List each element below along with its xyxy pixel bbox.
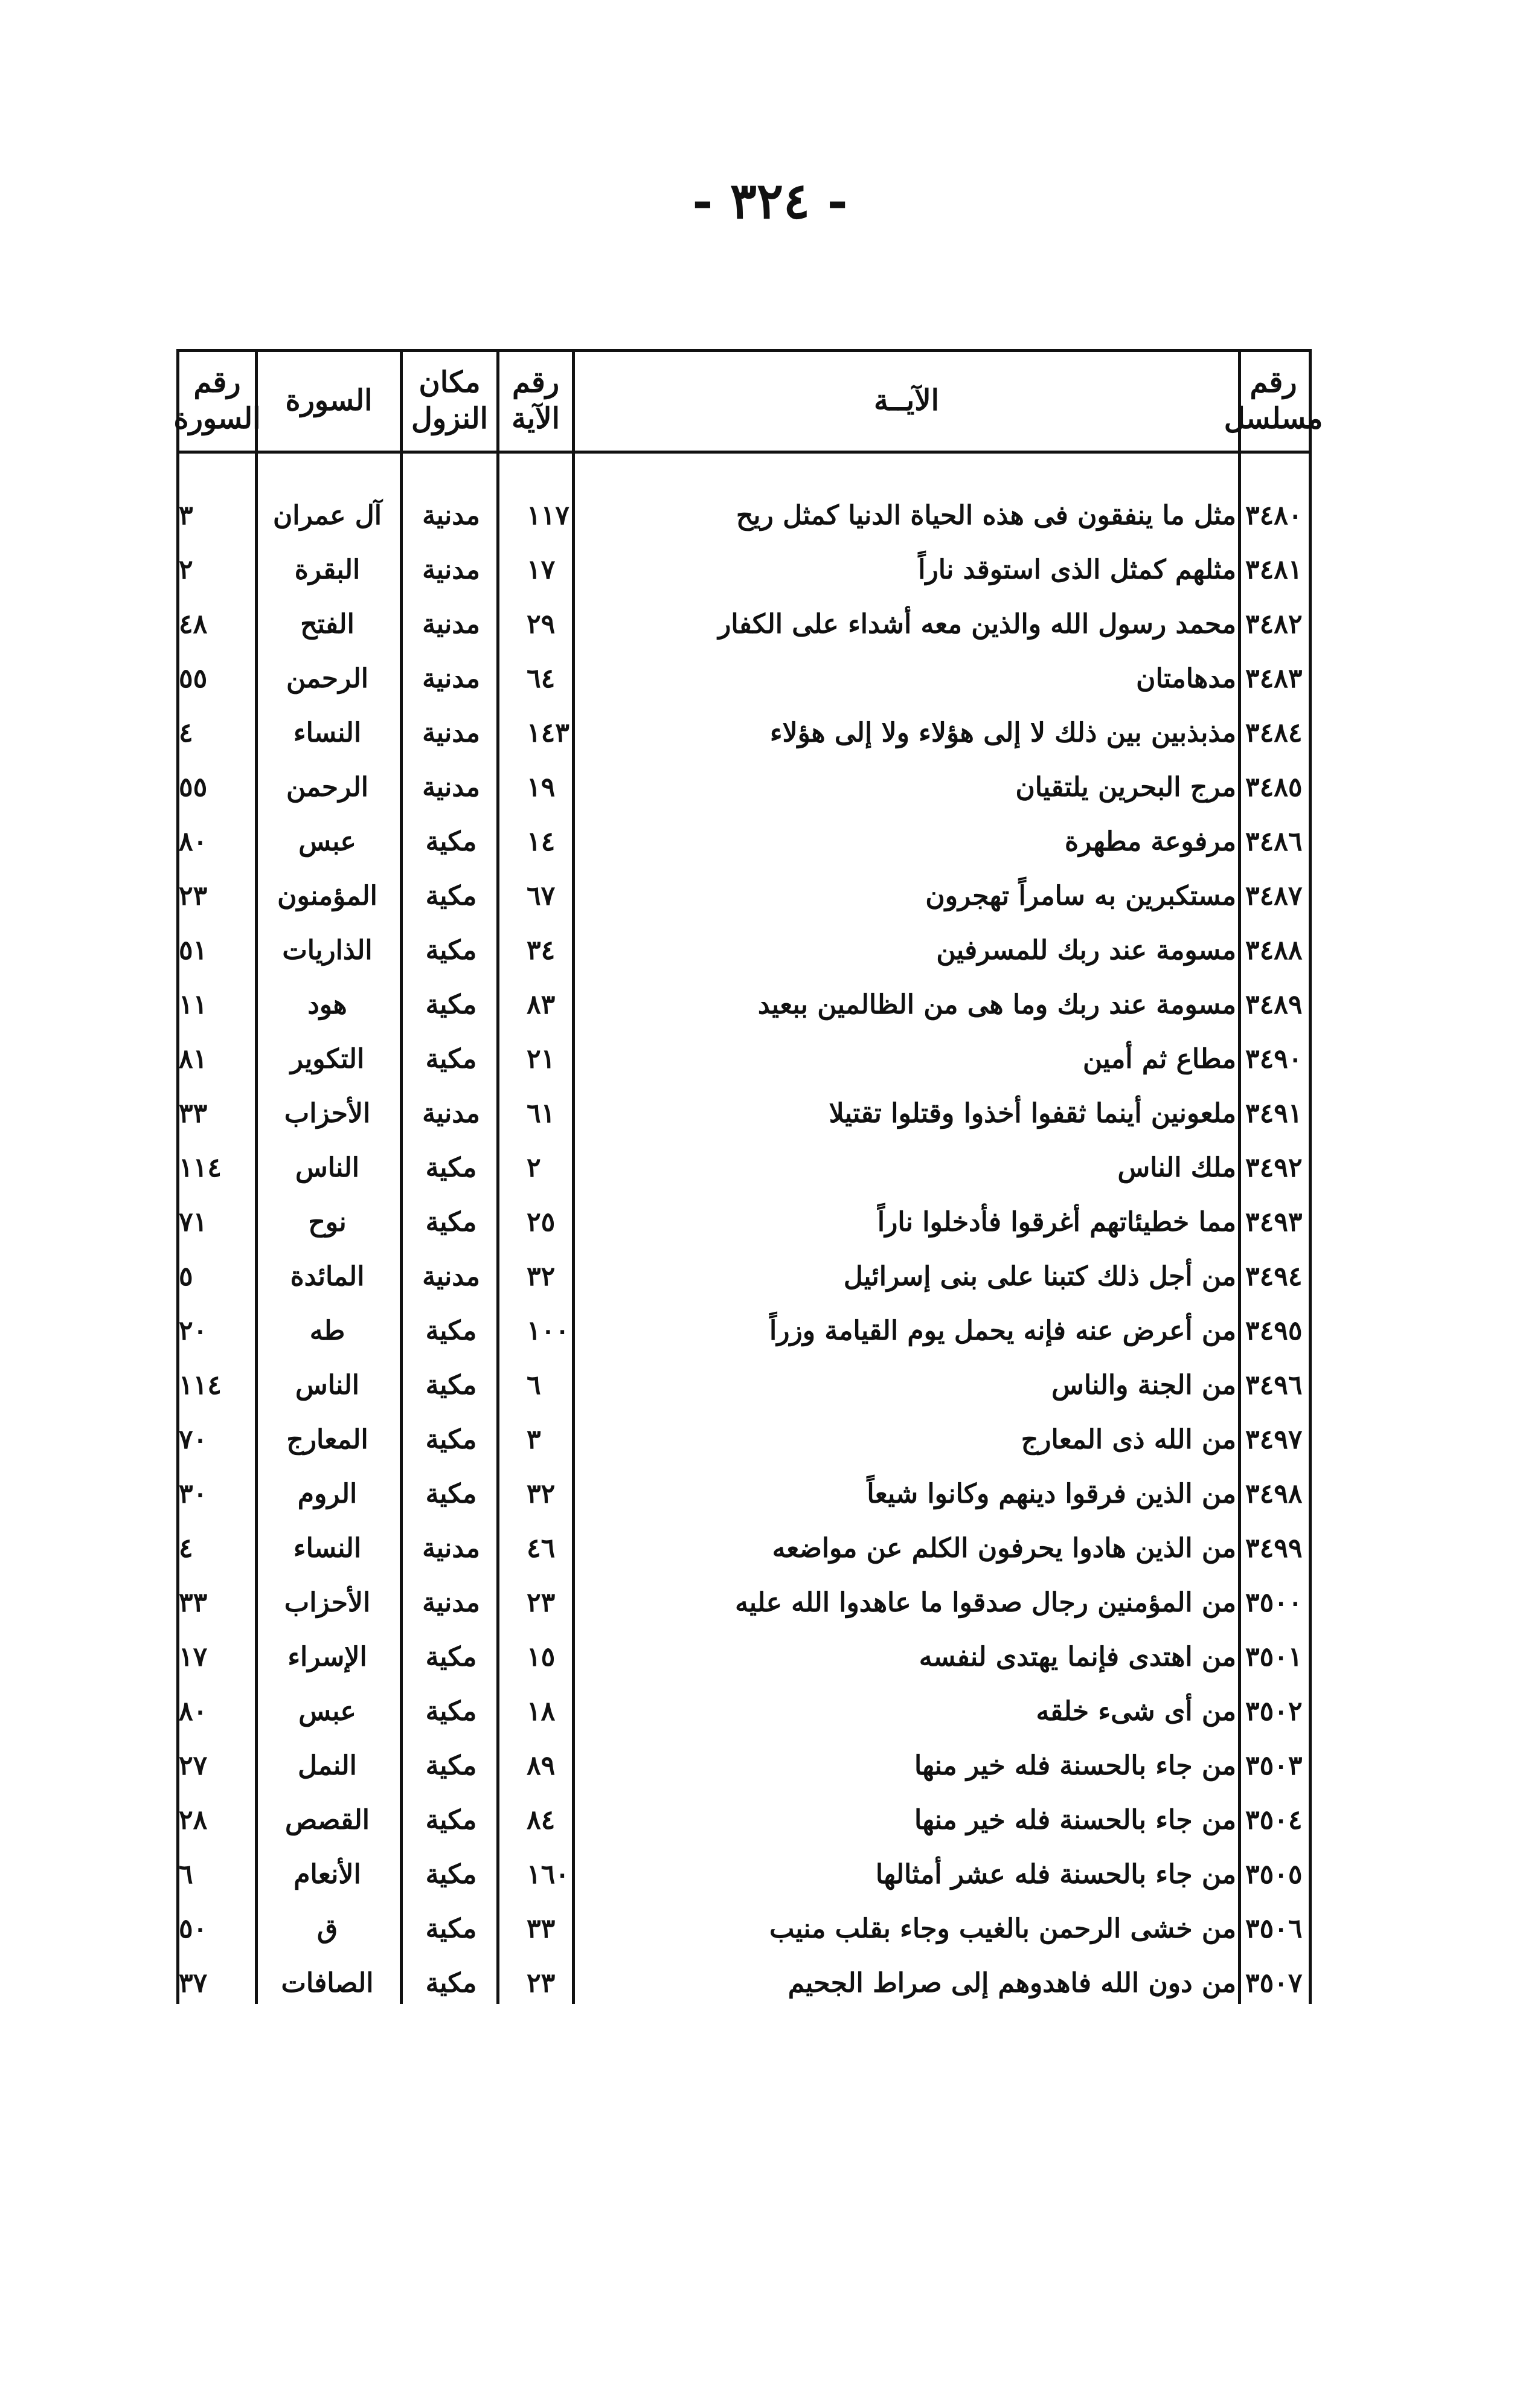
surah-name-cell: الصافات — [281, 1967, 374, 1999]
table-row — [176, 1086, 1312, 1140]
table-row — [176, 542, 1312, 597]
table-row — [176, 1738, 1312, 1793]
revelation-place-cell: مكية — [425, 1913, 477, 1944]
revelation-place-cell: مكية — [425, 1641, 477, 1672]
table-row — [176, 1195, 1312, 1249]
surah-name-cell: الناس — [295, 1152, 360, 1183]
table-row — [176, 597, 1312, 651]
verse-cell: مذبذبين بين ذلك لا إلى هؤلاء ولا إلى هؤلاء — [769, 717, 1236, 748]
revelation-place-cell: مكية — [425, 989, 477, 1020]
verse-cell: ملعونين أينما ثقفوا أخذوا وقتلوا تقتيلا — [829, 1097, 1236, 1129]
verse-cell: من اهتدى فإنما يهتدى لنفسه — [919, 1641, 1236, 1672]
surah-number-cell: ٨٠ — [179, 826, 208, 857]
serial-cell: ٣٤٩٢ — [1245, 1152, 1303, 1183]
verse-cell: من دون الله فاهدوهم إلى صراط الجحيم — [788, 1967, 1236, 1999]
ayah-number-cell: ١٧ — [527, 554, 556, 585]
ayah-number-cell: ٢٩ — [527, 608, 556, 640]
ayah-number-cell: ٢٥ — [527, 1206, 556, 1238]
verse-cell: مرج البحرين يلتقيان — [1015, 771, 1236, 803]
revelation-place-cell: مكية — [425, 1967, 477, 1999]
ayah-number-cell: ١٥ — [527, 1641, 556, 1672]
table-row — [176, 1684, 1312, 1738]
surah-number-cell: ٤ — [179, 717, 193, 748]
surah-name-cell: طه — [309, 1315, 345, 1346]
surah-name-cell: المعارج — [286, 1424, 368, 1455]
serial-cell: ٣٤٩٣ — [1245, 1206, 1303, 1238]
ayah-number-cell: ١٩ — [527, 771, 556, 803]
verse-cell: من المؤمنين رجال صدقوا ما عاهدوا الله عليه — [735, 1587, 1236, 1618]
table-row — [176, 1466, 1312, 1521]
ayah-number-cell: ٢٣ — [527, 1587, 556, 1618]
serial-cell: ٣٤٩٤ — [1245, 1260, 1303, 1292]
revelation-place-cell: مدنية — [422, 663, 480, 694]
surah-number-cell: ٦ — [179, 1858, 193, 1890]
verse-cell: محمد رسول الله والذين معه أشداء على الكفار — [718, 608, 1236, 640]
table-row — [176, 1032, 1312, 1086]
surah-number-cell: ٢٠ — [179, 1315, 208, 1346]
surah-name-cell: ق — [316, 1913, 338, 1944]
ayah-number-cell: ٦٧ — [527, 880, 556, 911]
surah-number-cell: ٢ — [179, 554, 193, 585]
ayah-number-cell: ٣٢ — [527, 1478, 556, 1509]
serial-cell: ٣٤٨٩ — [1245, 989, 1303, 1020]
surah-name-cell: الأنعام — [294, 1858, 361, 1890]
serial-cell: ٣٤٨١ — [1245, 554, 1303, 585]
table-row — [176, 488, 1312, 542]
surah-name-cell: الروم — [297, 1478, 358, 1509]
surah-name-cell: الرحمن — [286, 771, 369, 803]
revelation-place-cell: مكية — [425, 1424, 477, 1455]
serial-cell: ٣٥٠٤ — [1245, 1804, 1303, 1835]
serial-cell: ٣٥٠١ — [1245, 1641, 1303, 1672]
table-row — [176, 1303, 1312, 1358]
verse-cell: من جاء بالحسنة فله خير منها — [914, 1750, 1236, 1781]
verse-cell: من الذين فرقوا دينهم وكانوا شيعاً — [867, 1478, 1236, 1509]
surah-number-cell: ٤٨ — [179, 608, 208, 640]
revelation-place-cell: مكية — [425, 1369, 477, 1401]
revelation-place-cell: مكية — [425, 1750, 477, 1781]
serial-cell: ٣٤٩٥ — [1245, 1315, 1303, 1346]
surah-name-cell: هود — [307, 989, 347, 1020]
table-row — [176, 977, 1312, 1032]
surah-name-cell: الأحزاب — [284, 1587, 371, 1618]
serial-cell: ٣٥٠٥ — [1245, 1858, 1303, 1890]
table-row — [176, 1847, 1312, 1901]
surah-name-cell: الناس — [295, 1369, 360, 1401]
ayah-number-cell: ١٨ — [527, 1695, 556, 1727]
table-row — [176, 1575, 1312, 1630]
serial-cell: ٣٤٨٤ — [1245, 717, 1303, 748]
surah-number-cell: ٨١ — [179, 1043, 208, 1074]
ayah-number-cell: ٢٣ — [527, 1967, 556, 1999]
ayah-number-cell: ٣٤ — [527, 934, 556, 966]
verse-cell: من أى شىء خلقه — [1036, 1695, 1236, 1727]
serial-cell: ٣٤٩٩ — [1245, 1532, 1303, 1564]
surah-name-cell: النمل — [298, 1750, 357, 1781]
table-row — [176, 814, 1312, 869]
surah-number-cell: ٣٣ — [179, 1587, 208, 1618]
verse-cell: مرفوعة مطهرة — [1064, 826, 1236, 857]
surah-number-cell: ٥٥ — [179, 663, 208, 694]
surah-name-cell: النساء — [293, 1532, 362, 1564]
ayah-number-cell: ٦٤ — [527, 663, 556, 694]
surah-name-cell: القصص — [285, 1804, 370, 1835]
ayah-number-cell: ١٦٠ — [527, 1858, 569, 1890]
ayah-number-cell: ٣٣ — [527, 1913, 556, 1944]
serial-cell: ٣٥٠٢ — [1245, 1695, 1303, 1727]
table-row — [176, 923, 1312, 977]
ayah-number-cell: ١٠٠ — [527, 1315, 569, 1346]
serial-cell: ٣٤٩٧ — [1245, 1424, 1303, 1455]
verse-cell: من الذين هادوا يحرفون الكلم عن مواضعه — [772, 1532, 1236, 1564]
verse-cell: مدهامتان — [1136, 663, 1236, 694]
table-row — [176, 1521, 1312, 1575]
surah-number-cell: ١٧ — [179, 1641, 208, 1672]
table-header — [173, 349, 1323, 452]
verse-cell: من الله ذى المعارج — [1021, 1424, 1236, 1455]
serial-cell: ٣٤٩٨ — [1245, 1478, 1303, 1509]
ayah-number-cell: ٦١ — [527, 1097, 556, 1129]
table-row — [176, 1956, 1312, 2010]
ayah-number-cell: ٣٢ — [527, 1260, 556, 1292]
verse-cell: من جاء بالحسنة فله خير منها — [914, 1804, 1236, 1835]
revelation-place-cell: مكية — [425, 1695, 477, 1727]
revelation-place-cell: مكية — [425, 1043, 477, 1074]
revelation-place-cell: مدنية — [422, 717, 480, 748]
verse-cell: من خشى الرحمن بالغيب وجاء بقلب منيب — [769, 1913, 1236, 1944]
verse-cell: ملك الناس — [1117, 1152, 1236, 1183]
table-row — [176, 1412, 1312, 1466]
table-row — [176, 1793, 1312, 1847]
serial-cell: ٣٥٠٦ — [1245, 1913, 1303, 1944]
surah-number-cell: ١١٤ — [179, 1369, 222, 1401]
revelation-place-cell: مكية — [425, 1804, 477, 1835]
surah-name-cell: الذاريات — [282, 934, 373, 966]
surah-number-cell: ٨٠ — [179, 1695, 208, 1727]
verse-cell: مطاع ثم أمين — [1082, 1043, 1236, 1074]
revelation-place-cell: مكية — [425, 1858, 477, 1890]
serial-cell: ٣٥٠٠ — [1245, 1587, 1303, 1618]
revelation-place-cell: مدنية — [422, 1532, 480, 1564]
surah-name-cell: عبس — [298, 826, 356, 857]
surah-number-cell: ٢٧ — [179, 1750, 208, 1781]
serial-cell: ٣٤٨٦ — [1245, 826, 1303, 857]
revelation-place-cell: مدنية — [422, 1587, 480, 1618]
surah-number-cell: ٣٠ — [179, 1478, 208, 1509]
ayah-number-cell: ١١٧ — [527, 499, 569, 531]
serial-cell: ٣٤٩٦ — [1245, 1369, 1303, 1401]
verse-cell: من الجنة والناس — [1051, 1369, 1236, 1401]
ayah-number-cell: ٤٦ — [527, 1532, 556, 1564]
surah-number-cell: ٥٥ — [179, 771, 208, 803]
surah-number-cell: ٥١ — [179, 934, 208, 966]
serial-cell: ٣٤٨٧ — [1245, 880, 1303, 911]
ayah-number-cell: ٣ — [527, 1424, 541, 1455]
table-row — [176, 1140, 1312, 1195]
serial-cell: ٣٤٨٠ — [1245, 499, 1303, 531]
verse-cell: مثل ما ينفقون فى هذه الحياة الدنيا كمثل ريح — [736, 499, 1236, 531]
table-row — [176, 760, 1312, 814]
surah-name-cell: عبس — [298, 1695, 356, 1727]
surah-name-cell: النساء — [293, 717, 362, 748]
table-row — [176, 1901, 1312, 1956]
table-row — [176, 705, 1312, 760]
serial-cell: ٣٥٠٧ — [1245, 1967, 1303, 1999]
revelation-place-cell: مكية — [425, 934, 477, 966]
verse-cell: مسومة عند ربك وما هى من الظالمين ببعيد — [757, 989, 1236, 1020]
surah-number-cell: ٥ — [179, 1260, 193, 1292]
surah-number-cell: ٢٨ — [179, 1804, 208, 1835]
surah-number-cell: ٣٣ — [179, 1097, 208, 1129]
header-ayah-no: رقم الآية — [512, 365, 560, 435]
verse-cell: من أعرض عنه فإنه يحمل يوم القيامة وزراً — [769, 1315, 1236, 1346]
surah-number-cell: ٥٠ — [179, 1913, 208, 1944]
revelation-place-cell: مكية — [425, 1152, 477, 1183]
revelation-place-cell: مدنية — [422, 1260, 480, 1292]
serial-cell: ٣٤٩٠ — [1245, 1043, 1303, 1074]
index-table — [173, 349, 1323, 2004]
verse-cell: مما خطيئاتهم أغرقوا فأدخلوا ناراً — [877, 1206, 1236, 1238]
page-number: - ٣٢٤ - — [692, 172, 848, 230]
revelation-place-cell: مكية — [425, 1206, 477, 1238]
ayah-number-cell: ١٤ — [527, 826, 556, 857]
revelation-place-cell: مدنية — [422, 499, 480, 531]
revelation-place-cell: مكية — [425, 1478, 477, 1509]
surah-name-cell: نوح — [308, 1206, 347, 1238]
ayah-number-cell: ١٤٣ — [527, 717, 569, 748]
revelation-place-cell: مدنية — [422, 608, 480, 640]
serial-cell: ٣٤٨٢ — [1245, 608, 1303, 640]
surah-number-cell: ١١٤ — [179, 1152, 222, 1183]
surah-name-cell: الرحمن — [286, 663, 369, 694]
header-serial: رقم مسلسل — [1224, 365, 1323, 435]
serial-cell: ٣٤٨٨ — [1245, 934, 1303, 966]
ayah-number-cell: ٦ — [527, 1369, 541, 1401]
header-verse: الآيــة — [874, 384, 939, 417]
serial-cell: ٣٥٠٣ — [1245, 1750, 1303, 1781]
surah-number-cell: ٧١ — [179, 1206, 208, 1238]
surah-name-cell: الأحزاب — [284, 1097, 371, 1129]
revelation-place-cell: مدنية — [422, 1097, 480, 1129]
surah-name-cell: المائدة — [290, 1260, 365, 1292]
revelation-place-cell: مكية — [425, 880, 477, 911]
revelation-place-cell: مدنية — [422, 771, 480, 803]
surah-name-cell: التكوير — [290, 1043, 365, 1074]
serial-cell: ٣٤٨٣ — [1245, 663, 1303, 694]
header-surah: السورة — [285, 384, 373, 417]
table-row — [176, 651, 1312, 705]
ayah-number-cell: ٢ — [527, 1152, 541, 1183]
table-row — [176, 1358, 1312, 1412]
surah-number-cell: ٣ — [179, 499, 193, 531]
table-row — [176, 1630, 1312, 1684]
revelation-place-cell: مكية — [425, 1315, 477, 1346]
verse-cell: من أجل ذلك كتبنا على بنى إسرائيل — [843, 1260, 1236, 1292]
surah-number-cell: ٣٧ — [179, 1967, 208, 1999]
header-surah-no: رقم السورة — [173, 365, 261, 435]
surah-name-cell: الفتح — [300, 608, 355, 640]
surah-number-cell: ٤ — [179, 1532, 193, 1564]
header-place: مكان النزول — [411, 365, 488, 435]
surah-name-cell: آل عمران — [272, 499, 382, 531]
surah-name-cell: الإسراء — [287, 1641, 367, 1672]
ayah-number-cell: ٨٤ — [527, 1804, 556, 1835]
verse-cell: مستكبرين به سامراً تهجرون — [925, 880, 1236, 911]
ayah-number-cell: ٢١ — [527, 1043, 556, 1074]
revelation-place-cell: مكية — [425, 826, 477, 857]
verse-cell: مسومة عند ربك للمسرفين — [936, 934, 1236, 966]
surah-number-cell: ٧٠ — [179, 1424, 208, 1455]
serial-cell: ٣٤٩١ — [1245, 1097, 1303, 1129]
serial-cell: ٣٤٨٥ — [1245, 771, 1303, 803]
ayah-number-cell: ٨٣ — [527, 989, 556, 1020]
ayah-number-cell: ٨٩ — [527, 1750, 556, 1781]
table-row — [176, 869, 1312, 923]
surah-name-cell: البقرة — [294, 554, 361, 585]
surah-number-cell: ٢٣ — [179, 880, 208, 911]
verse-cell: مثلهم كمثل الذى استوقد ناراً — [918, 554, 1236, 585]
table-row — [176, 1249, 1312, 1303]
surah-name-cell: المؤمنون — [277, 880, 377, 911]
revelation-place-cell: مدنية — [422, 554, 480, 585]
surah-number-cell: ١١ — [179, 989, 208, 1020]
verse-cell: من جاء بالحسنة فله عشر أمثالها — [875, 1858, 1236, 1890]
